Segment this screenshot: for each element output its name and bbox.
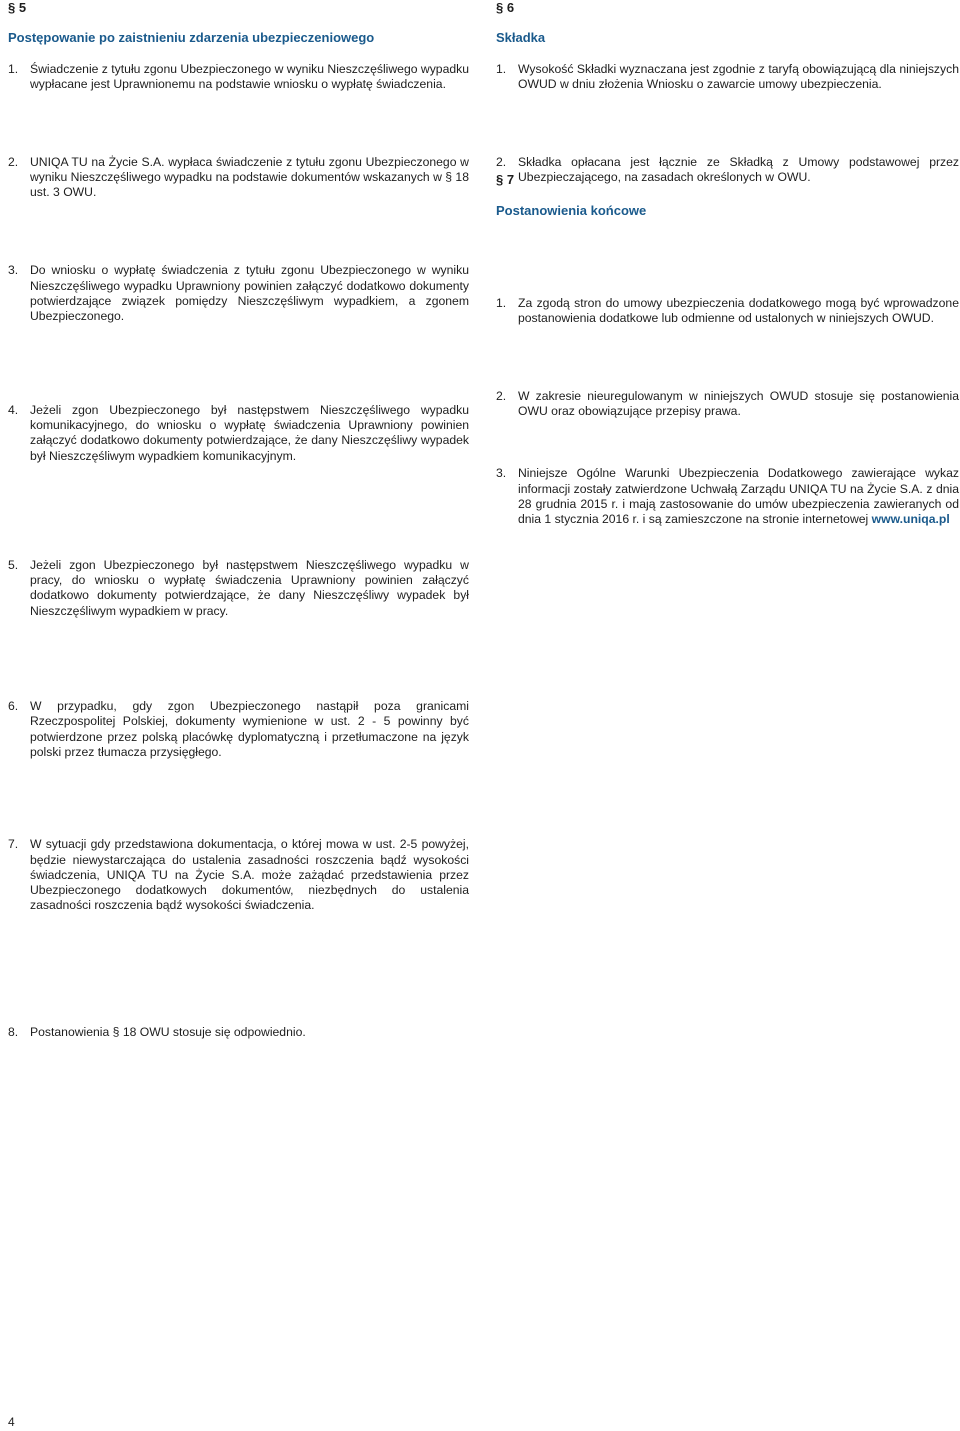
list-item — [496, 296, 959, 327]
list-item-number: 8. — [8, 1024, 19, 1039]
list-item-text: Jeżeli zgon Ubezpieczonego był następstwem Nieszczęśliwego wypadku w pracy, do wniosku o wypłatę świadczenia Uprawniony powinien załączyć dodatkowo dokumenty potwierdzające, że dany Nieszczęśliwy wypadek był Nieszczęśliwym wypadkiem w pracy. — [30, 557, 469, 618]
list-item-text: Za zgodą stron do umowy ubezpieczenia dodatkowego mogą być wprowadzone postanowienia dodatkowe lub odmienne od ustalonych w niniejszych OWUD. — [518, 296, 959, 326]
list-item — [8, 558, 469, 619]
section-6-title: Składka — [496, 30, 546, 45]
right-column — [496, 0, 959, 527]
list-item-number: 1. — [8, 62, 19, 76]
list-item-text: Postanowienia § 18 OWU stosuje się odpowiednio. — [30, 1024, 306, 1039]
list-item-number: 3. — [496, 466, 507, 481]
list-item — [8, 699, 469, 760]
section-7-mark: § 7 — [496, 172, 515, 187]
list-item-number: 7. — [8, 837, 19, 852]
list-item — [8, 837, 469, 913]
list-item-text: Do wniosku o wypłatę świadczenia z tytułu zgonu Ubezpieczonego w wyniku Nieszczęśliwego wypadku Uprawniony powinien załączyć dodatkowo dokumenty potwierdzające związek pomiędzy Nieszczęśliwym wypadkiem, a zgonem Ubezpieczonego. — [30, 263, 469, 324]
list-item-number: 2. — [8, 154, 19, 169]
list-item-text: W sytuacji gdy przedstawiona dokumentacja, o której mowa w ust. 2-5 powyżej, będzie niewystarczająca do ustalenia zasadności roszczenia bądź wysokości świadczenia, UNIQA TU na Życie S.A. może zażądać przedstawienia przez Ubezpieczonego dodatkowych dokumentów, niezbędnych do ustalenia zasadności roszczenia bądź wysokości świadczenia. — [30, 837, 469, 913]
list-item-text: Jeżeli zgon Ubezpieczonego był następstwem Nieszczęśliwego wypadku komunikacyjnego, do wniosku o wypłatę świadczenia Uprawniony powinien załączyć dodatkowo dokumenty potwierdzające, że dany Nieszczęśliwy wypadek był Nieszczęśliwym wypadkiem komunikacyjnym. — [30, 402, 469, 463]
section-5-title: Postępowanie po zaistnieniu zdarzenia ubezpieczeniowego — [8, 30, 375, 45]
list-item-text: Składka opłacana jest łącznie ze Składką z Umowy podstawowej przez Ubezpieczającego, na zasadach określonych w OWU. — [518, 154, 959, 184]
list-item — [8, 1025, 469, 1040]
list-item-text: W zakresie nieuregulowanym w niniejszych OWUD stosuje się postanowienia OWU oraz obowiązujące przepisy prawa. — [518, 388, 959, 419]
list-item — [496, 466, 959, 527]
list-item-number: 1. — [496, 62, 507, 76]
list-item-number: 2. — [496, 154, 507, 169]
left-column — [8, 0, 469, 1039]
list-item-text: Wysokość Składki wyznaczana jest zgodnie z taryfą obowiązującą dla niniejszych OWUD w dniu złożenia Wniosku o zawarcie umowy ubezpieczenia. — [518, 62, 959, 92]
section-6-mark: § 6 — [496, 0, 515, 15]
list-item-number: 3. — [8, 263, 19, 278]
page-number: 4 — [8, 1415, 15, 1429]
list-item-text: Świadczenie z tytułu zgonu Ubezpieczonego w wyniku Nieszczęśliwego wypadku wypłacane jest Uprawnionemu na podstawie wniosku o wypłatę świadczenia. — [30, 62, 469, 92]
list-item — [496, 62, 959, 93]
list-item-number: 2. — [496, 388, 507, 403]
section-5-list — [8, 0, 469, 1039]
list-item — [496, 389, 959, 420]
list-item-number: 6. — [8, 699, 19, 714]
list-item-text: Niniejsze Ogólne Warunki Ubezpieczenia Dodatkowego zawierające wykaz informacji zostały zatwierdzone Uchwałą Zarządu UNIQA TU na Życie S.A. z dnia 28 grudnia 2015 r. i mają zastosowanie do umów ubezpieczenia zawieranych od dnia 1 stycznia 2016 r. i są zamieszczone na stronie internetowej — [518, 466, 959, 527]
uniqa-website-link[interactable]: www.uniqa.pl — [871, 512, 950, 527]
list-item-number: 4. — [8, 402, 19, 417]
list-item-text: W przypadku, gdy zgon Ubezpieczonego nastąpił poza granicami Rzeczpospolitej Polskiej, dokumenty wymienione w ust. 2 - 5 powinny być potwierdzone przez polską placówkę dyplomatyczną i przetłumaczone na język polski przez tłumacza przysięgłego. — [30, 699, 469, 759]
list-item-text: UNIQA TU na Życie S.A. wypłaca świadczenie z tytułu zgonu Ubezpieczonego w wyniku Nieszczęśliwego wypadku na podstawie dokumentów wskazanych w § 18 ust. 3 OWU. — [30, 154, 469, 200]
list-item — [8, 403, 469, 464]
section-7-title: Postanowienia końcowe — [496, 203, 647, 218]
section-6-list — [496, 0, 959, 184]
list-item — [8, 62, 469, 93]
list-item-number: 1. — [496, 296, 507, 311]
list-item — [496, 155, 959, 186]
list-item-number: 5. — [8, 557, 19, 572]
list-item — [8, 155, 469, 201]
list-item — [8, 263, 469, 324]
section-5-mark: § 5 — [8, 0, 27, 15]
